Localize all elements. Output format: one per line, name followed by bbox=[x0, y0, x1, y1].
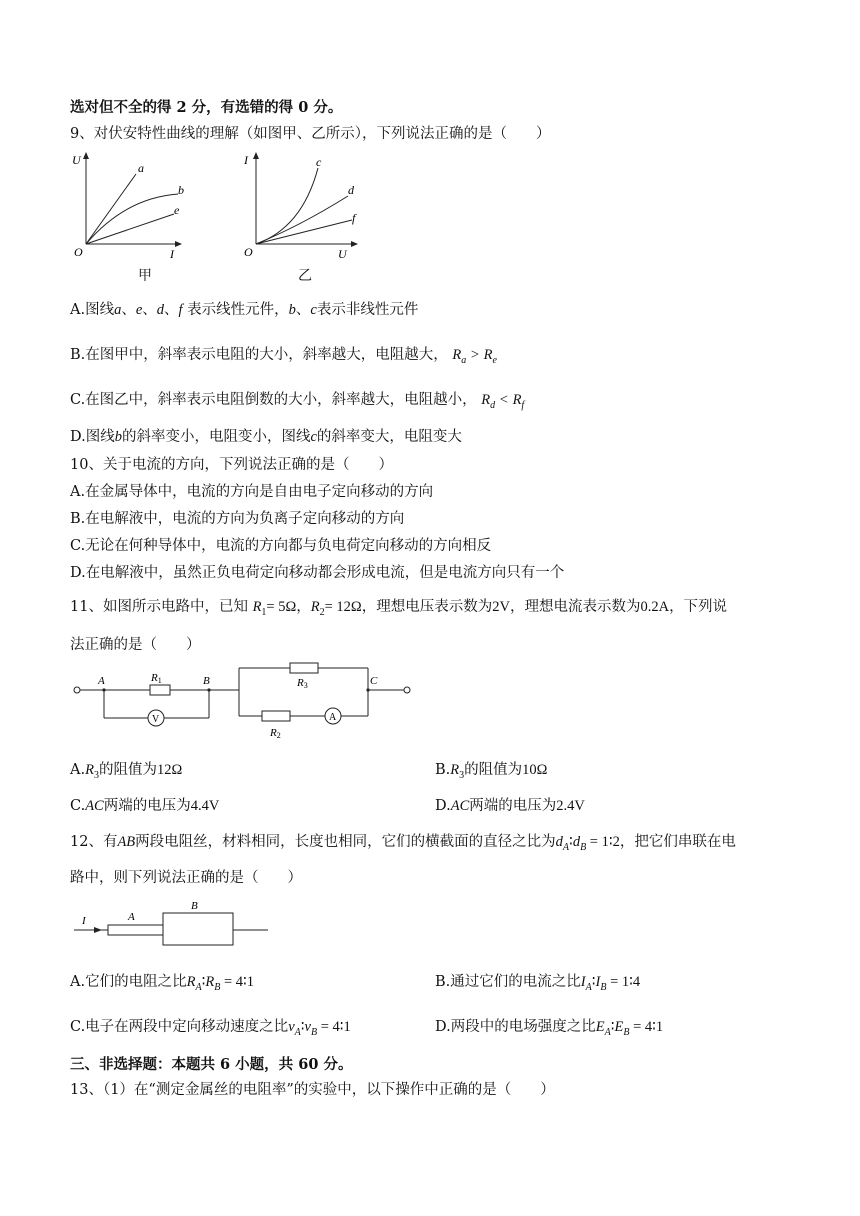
q11-option-c: C.AC两端的电压为4.4V bbox=[70, 798, 220, 814]
svg-text:R1: R1 bbox=[151, 672, 162, 685]
curve-label-c: c bbox=[316, 155, 322, 169]
q10-option-b: B.在电解液中，电流的方向为负离子定向移动的方向 bbox=[70, 511, 405, 527]
q9-option-a: A.图线a、e、d、f 表示线性元件，b、c表示非线性元件 bbox=[70, 302, 419, 318]
q9-option-c: C.在图乙中，斜率表示电阻倒数的大小，斜率越大，电阻越小， $R_d < R_f$ bbox=[70, 392, 525, 411]
origin-label: O bbox=[244, 245, 253, 259]
curve-label-f: f bbox=[352, 211, 356, 225]
scoring-note: 选对但不全的得 2 分，有选错的得 0 分。 bbox=[70, 99, 343, 116]
q9-stem: 9、对伏安特性曲线的理解（如图甲、乙所示），下列说法正确的是（ ） bbox=[70, 126, 551, 142]
svg-text:R3: R3 bbox=[297, 677, 308, 690]
node-label-c: C bbox=[370, 675, 378, 687]
svg-text:R2: R2 bbox=[270, 727, 281, 740]
q11-option-d: D.AC两端的电压为2.4V bbox=[435, 798, 585, 814]
axis-label-i: I bbox=[170, 247, 174, 260]
q9-figure-jia bbox=[70, 150, 190, 260]
segment-label-b: B bbox=[191, 900, 198, 912]
caption-yi: 乙 bbox=[298, 268, 312, 284]
q11-option-b: $B.R_3$的阻值为10Ω bbox=[435, 762, 548, 781]
q11-stem: 11、如图所示电路中，已知 $R_1= 5\Omega$，$R_2= 12\Omega$，理想电压表示数为2V，理想电流表示数为0.2A，下列说 bbox=[70, 599, 728, 618]
q12-option-d: D.两段中的电场强度之比$E_A∶E_B$ = 4∶1 bbox=[435, 1019, 664, 1038]
axis-label-u: U bbox=[72, 153, 81, 167]
q12-wire-diagram bbox=[68, 896, 278, 948]
segment-label-a: A bbox=[128, 911, 135, 923]
curve-label-d: d bbox=[348, 183, 354, 197]
q10-option-a: A.在金属导体中，电流的方向是自由电子定向移动的方向 bbox=[70, 484, 434, 500]
q12-option-c: C.电子在两段中定向移动速度之比$v_A∶v_B$ = 4∶1 bbox=[70, 1019, 351, 1038]
section-3-heading: 三、非选择题：本题共 6 小题，共 60 分。 bbox=[70, 1056, 353, 1073]
q12-option-a: A.它们的电阻之比$R_A∶R_B$ = 4∶1 bbox=[70, 974, 255, 993]
q13-stem: 13、（1）在“测定金属丝的电阻率”的实验中，以下操作中正确的是（ ） bbox=[70, 1082, 555, 1098]
q9-option-d: D.图线b的斜率变小，电阻变小，图线c的斜率变大，电阻变大 bbox=[70, 429, 462, 445]
q11-option-a: $A.R_3$的阻值为12Ω bbox=[70, 762, 183, 781]
caption-jia: 甲 bbox=[138, 268, 152, 284]
current-label: I bbox=[82, 915, 86, 927]
q10-option-d: D.在电解液中，虽然正负电荷定向移动都会形成电流，但是电流方向只有一个 bbox=[70, 565, 565, 581]
resistor-label-r1: R bbox=[151, 672, 158, 684]
axis-label-u: U bbox=[338, 247, 347, 260]
ammeter-label: A bbox=[329, 712, 337, 723]
node-label-b: B bbox=[203, 675, 210, 687]
q9-option-b: B.在图甲中，斜率表示电阻的大小，斜率越大，电阻越大， $R_a > R_e$ bbox=[70, 347, 497, 366]
q9-figure-yi bbox=[240, 150, 365, 260]
q12-option-b: B.通过它们的电流之比$I_A∶I_B$ = 1∶4 bbox=[435, 974, 641, 993]
curve-label-b: b bbox=[178, 183, 184, 197]
q10-option-c: C.无论在何种导体中，电流的方向都与负电荷定向移动的方向相反 bbox=[70, 538, 492, 554]
q12-stem-line2: 路中，则下列说法正确的是（ ） bbox=[70, 870, 302, 886]
node-label-a: A bbox=[98, 675, 105, 687]
voltmeter-label: V bbox=[152, 714, 160, 725]
curve-label-a: a bbox=[138, 161, 144, 175]
q10-stem: 10、关于电流的方向，下列说法正确的是（ ） bbox=[70, 457, 393, 473]
curve-label-e: e bbox=[174, 203, 180, 217]
resistor-label-r2: R bbox=[270, 727, 277, 739]
resistor-label-r3: R bbox=[297, 677, 304, 689]
q11-stem-line2: 法正确的是（ ） bbox=[70, 637, 201, 653]
origin-label: O bbox=[74, 245, 83, 259]
q12-stem: 12、有AB两段电阻丝，材料相同，长度也相同，它们的横截面的直径之比为$d_A∶d_B$ = 1∶2，把它们串联在电 bbox=[70, 834, 736, 853]
axis-label-i: I bbox=[244, 153, 248, 167]
q11-circuit-diagram bbox=[68, 660, 418, 742]
